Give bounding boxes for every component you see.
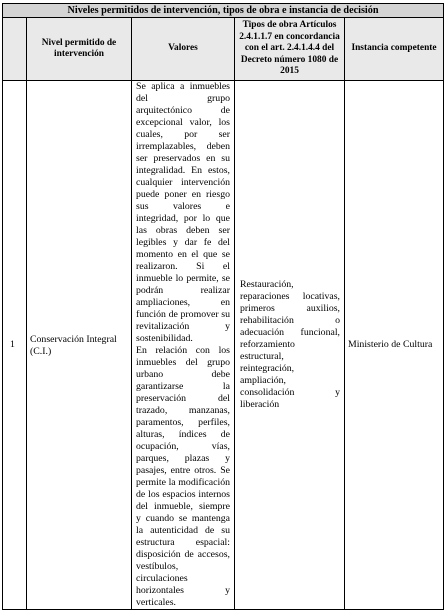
cell-valores: [132, 81, 235, 610]
cell-tipos: [235, 81, 345, 610]
valores-paragraph-2: En relación con los inmuebles del grupo urbano debe garantizarse la preservación del trazado, manzanas, paramentos, perfiles, alturas, índices de ocupación, vías, parques, plazas y pasajes, entre otros. Se permite la modificación de los espacios internos del inmueble, siempre y cuando se mantenga la autenticidad de su estructura espacial: disposición de accesos, vestíbulos, circulaciones horizontales y verticales.: [136, 345, 230, 608]
header-nivel-label: Nivel permitido de intervención: [41, 37, 117, 59]
cell-nivel: [27, 81, 132, 610]
header-tipos: [235, 18, 345, 81]
table-row: [3, 81, 444, 610]
instancia-text: Ministerio de Cultura: [348, 339, 433, 350]
header-nivel: [27, 18, 132, 81]
nivel-text: Conservación Integral (C.I.): [30, 334, 117, 357]
header-instancia: Instancia competente: [345, 18, 444, 81]
row-number: [3, 81, 27, 610]
table-title: Niveles permitidos de intervención, tipos de obra e instancia de decisión: [3, 4, 444, 18]
tipos-text: Restauración, reparaciones locativas, primeros auxilios, rehabilitación o adecuación funcional, reforzamiento estructural, reintegración, ampliación, consolidación y liberación: [240, 279, 340, 410]
row-number-text: 1: [10, 339, 15, 350]
header-valores: Valores: [132, 18, 235, 81]
header-tipos-label: Tipos de obra Artículos 2.4.1.1.7 en concordancia con el art. 2.4.1.4.4 del Decreto número 1080 de 2015: [239, 20, 340, 77]
header-number: [3, 18, 27, 81]
intervention-levels-table: [2, 3, 444, 610]
valores-paragraph-1: Se aplica a inmuebles del grupo arquitectónico de excepcional valor, los cuales, por ser irremplazables, deben ser preservados en su integralidad. En estos, cualquier intervención puede poner en riesgo sus valores e integridad, por lo que las obras deben ser legibles y dar fe del momento en el que se realizaron. Si el inmueble lo permite, se podrán realizar ampliaciones, en función de promover su revitalización y sostenibilidad.: [136, 81, 230, 344]
cell-instancia: [345, 81, 444, 610]
